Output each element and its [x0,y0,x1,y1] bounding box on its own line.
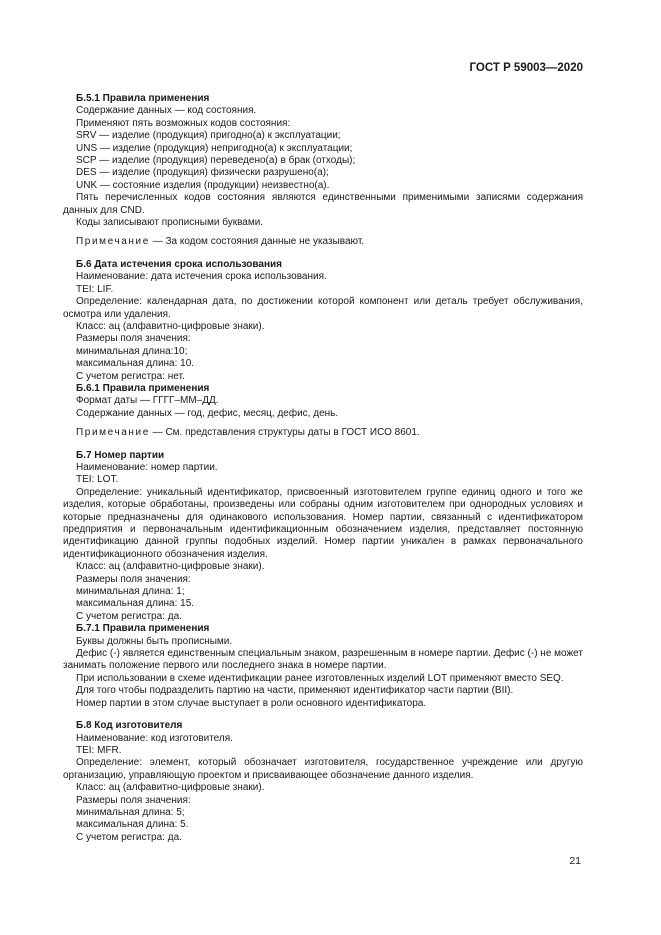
list-item: UNK — состояние изделия (продукции) неизвестно(а). [76,179,330,191]
paragraph: Наименование: номер партии. [76,461,218,473]
list-item: DES — изделие (продукция) физически разрушено(а); [76,167,329,179]
section-heading: Б.7 Номер партии [76,449,165,461]
paragraph: максимальная длина: 15. [76,598,195,610]
paragraph: Класс: ац (алфавитно-цифровые знаки). [76,782,265,794]
paragraph: Содержание данных — код состояния. [76,105,257,117]
section-b6 [63,259,583,440]
section-heading: Б.5.1 Правила применения [76,93,210,104]
paragraph: С учетом регистра: нет. [76,370,185,382]
paragraph: Определение: элемент, который обозначает изготовителя, государственное учреждение или другую организацию, управляющую проектом и присваивающее обозначение данного изделия. [63,757,583,781]
list-item: SCP — изделие (продукция) переведено(а) в брак (отходы); [76,155,356,167]
paragraph: Наименование: код изготовителя. [76,732,233,744]
paragraph: Размеры поля значения: [76,573,191,585]
paragraph: Наименование: дата истечения срока использования. [76,271,327,283]
paragraph: При использовании в схеме идентификации ранее изготовленных изделий LOT применяют вместо SEQ. [76,672,564,684]
paragraph: Размеры поля значения: [76,794,191,806]
section-heading: Б.8 Код изготовителя [76,720,183,732]
note-text: — За кодом состояния данные не указывают. [149,236,365,248]
section-heading: Б.6 Дата истечения срока использования [76,258,282,270]
page-content [63,93,583,844]
list-item: UNS — изделие (продукция) непригодно(а) к эксплуатации; [76,142,353,154]
paragraph: Дефис (-) является единственным специальным знаком, разрешенным в номере партии. Дефис (-) не может занимать положение первого или последнего знака в номере партии. [63,648,583,672]
note-label: Примечание [76,427,150,439]
note-text: — См. представления структуры даты в ГОСТ ИСО 8601. [149,427,420,439]
section-b8 [63,720,583,844]
paragraph: минимальная длина:10; [76,345,188,357]
page-number: 21 [569,855,581,867]
paragraph: максимальная длина: 5. [76,819,189,831]
paragraph: Определение: календарная дата, по достижении которой компонент или деталь требует обслуживания, осмотра или удаления. [63,296,583,320]
list-item: SRV — изделие (продукция) пригодно(а) к эксплуатации; [76,130,341,142]
paragraph: Для того чтобы подразделить партию на части, применяют идентификатор части партии (BII). [76,685,514,697]
paragraph: Определение: уникальный идентификатор, присвоенный изготовителем группе единиц одного и того же изделия, которые обработаны, произведены или собраны одним изготовителем при однородных условиях и которые предназначены для одинакового использования. Номер партии, связанный с идентификатором предприятия и первоначальным идентификационным обозначением изделия, представляет постоянную идентификацию данной группы подобных изделий. Номер партии уникален в рамках первоначального идентификационного обозначения изделия. [63,486,583,560]
note [63,427,583,439]
paragraph: Пять перечисленных кодов состояния являются единственными применимыми записями содержания данных для CND. [63,192,583,216]
paragraph: С учетом регистра: да. [76,610,182,622]
paragraph: С учетом регистра: да. [76,831,182,843]
section-b7 [63,450,583,711]
paragraph: Класс: ац (алфавитно-цифровые знаки). [76,561,265,573]
paragraph: Буквы должны быть прописными. [76,635,233,647]
note-label: Примечание [76,236,150,248]
paragraph: Коды записывают прописными буквами. [76,217,264,229]
paragraph: минимальная длина: 5; [76,806,185,818]
standard-header: ГОСТ Р 59003—2020 [469,62,583,74]
paragraph: Размеры поля значения: [76,333,191,345]
subsection-heading: Б.6.1 Правила применения [76,382,210,394]
paragraph: Содержание данных — год, дефис, месяц, дефис, день. [76,407,339,419]
paragraph: максимальная длина: 10. [76,358,195,370]
paragraph: Формат даты — ГГГГ–ММ–ДД. [76,395,219,407]
paragraph: TEI: MFR. [76,744,122,756]
paragraph: Номер партии в этом случае выступает в роли основного идентификатора. [76,697,427,709]
subsection-heading: Б.7.1 Правила применения [76,623,210,635]
paragraph: Класс: ац (алфавитно-цифровые знаки). [76,320,265,332]
paragraph: TEI: LIF. [76,283,114,295]
paragraph: минимальная длина: 1; [76,586,185,598]
paragraph: Применяют пять возможных кодов состояния: [76,117,291,129]
note [63,236,583,248]
section-b5-1 [63,93,583,249]
paragraph: TEI: LOT. [76,474,119,486]
